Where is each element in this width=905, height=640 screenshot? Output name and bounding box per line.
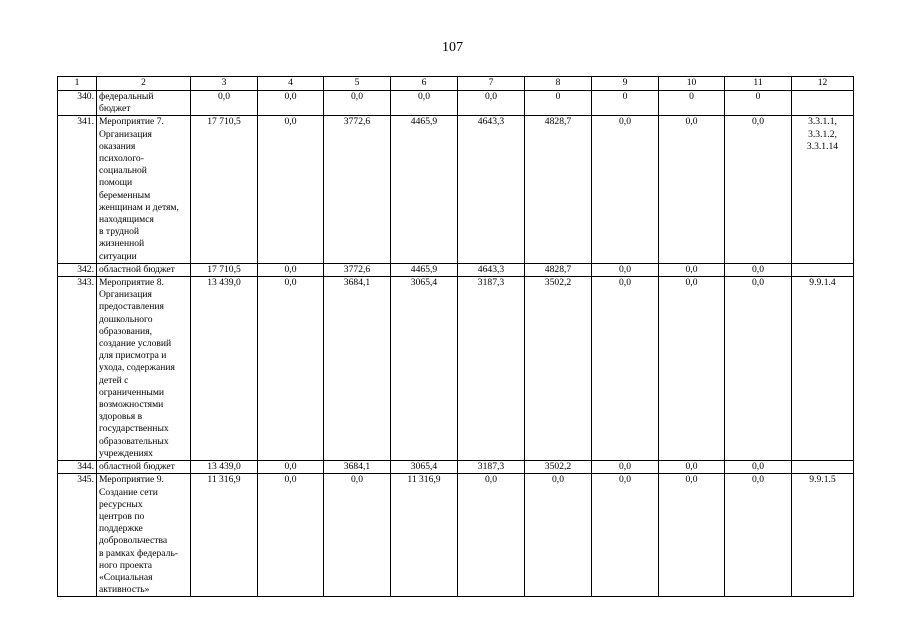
activity-name-line: возможностями — [99, 399, 164, 411]
value-cell: 11 316,9 — [191, 474, 258, 597]
activity-name — [97, 116, 191, 263]
column-number: 10 — [659, 77, 725, 91]
column-number: 4 — [258, 77, 324, 91]
column-number: 9 — [592, 77, 659, 91]
value-cell: 0 — [525, 91, 592, 116]
activity-name-line: находящимся — [99, 214, 154, 226]
target-indicator-code — [792, 91, 854, 116]
value-cell: 0,0 — [725, 263, 792, 276]
value-cell: 3065,4 — [391, 461, 458, 474]
value-cell: 0,0 — [659, 277, 725, 461]
activity-name-line: психолого- — [99, 153, 144, 165]
activity-name-line: Организация — [99, 289, 152, 301]
value-cell: 4465,9 — [391, 263, 458, 276]
value-cell: 0,0 — [258, 116, 324, 263]
activity-name-line: Мероприятие 9. — [99, 474, 164, 486]
column-number: 3 — [191, 77, 258, 91]
value-cell: 4465,9 — [391, 116, 458, 263]
column-number: 11 — [725, 77, 792, 91]
activity-name-line: ного проекта — [99, 559, 153, 571]
value-cell: 4828,7 — [525, 116, 592, 263]
table-body — [58, 91, 854, 597]
activity-name-line: федеральный — [99, 91, 154, 102]
activity-name — [97, 277, 191, 461]
table-row — [58, 277, 854, 461]
activity-name-line: ситуации — [99, 250, 137, 262]
value-cell: 0,0 — [525, 474, 592, 597]
value-cell: 0,0 — [659, 263, 725, 276]
column-number: 2 — [97, 77, 191, 91]
row-number: 344. — [58, 461, 97, 474]
activity-name-line: областной бюджет — [99, 263, 175, 275]
table-row — [58, 474, 854, 597]
value-cell: 13 439,0 — [191, 461, 258, 474]
activity-name-line: областной бюджет — [99, 461, 175, 473]
code-line: 3.3.1.1, — [808, 116, 837, 128]
value-cell: 4643,3 — [458, 116, 525, 263]
activity-name — [97, 263, 191, 276]
column-number: 1 — [58, 77, 97, 91]
value-cell: 3502,2 — [525, 277, 592, 461]
value-cell: 0,0 — [391, 91, 458, 116]
activity-name-line: Организация — [99, 128, 152, 140]
activity-name-line: «Социальная — [99, 571, 153, 583]
value-cell: 0,0 — [659, 116, 725, 263]
activity-name-line: беременным — [99, 189, 151, 201]
activity-name-line: добровольчества — [99, 535, 168, 547]
value-cell: 3772,6 — [324, 116, 391, 263]
column-number: 8 — [525, 77, 592, 91]
activity-name-line: в рамках федераль- — [99, 547, 179, 559]
page-number: 107 — [442, 40, 463, 55]
activity-name-line: предоставления — [99, 301, 164, 313]
activity-name-line: ухода, содержания — [99, 362, 175, 374]
table-row — [58, 116, 854, 263]
value-cell: 11 316,9 — [391, 474, 458, 597]
activity-name-line: в трудной — [99, 226, 140, 238]
activity-name-line: оказания — [99, 140, 136, 152]
value-cell: 0,0 — [324, 474, 391, 597]
row-number: 341. — [58, 116, 97, 263]
row-number: 342. — [58, 263, 97, 276]
activity-name-line: создание условий — [99, 338, 172, 350]
value-cell: 0,0 — [191, 91, 258, 116]
activity-name-line: ресурсных — [99, 498, 143, 510]
code-line: 3.3.1.2, — [808, 128, 837, 140]
column-number: 12 — [792, 77, 854, 91]
value-cell: 0 — [659, 91, 725, 116]
activity-name-line: государственных — [99, 423, 169, 435]
value-cell: 0,0 — [659, 461, 725, 474]
value-cell: 17 710,5 — [191, 116, 258, 263]
value-cell: 0 — [592, 91, 659, 116]
code-line: 3.3.1.14 — [806, 140, 839, 152]
row-number: 345. — [58, 474, 97, 597]
value-cell: 0,0 — [592, 116, 659, 263]
value-cell: 0,0 — [592, 263, 659, 276]
activity-name — [97, 91, 191, 116]
table-row — [58, 461, 854, 474]
activity-name-line: социальной — [99, 165, 147, 177]
value-cell: 3772,6 — [324, 263, 391, 276]
activity-name-line: детей с — [99, 374, 129, 386]
value-cell: 3684,1 — [324, 461, 391, 474]
value-cell: 0,0 — [725, 116, 792, 263]
row-number: 343. — [58, 277, 97, 461]
value-cell: 0,0 — [659, 474, 725, 597]
activity-name — [97, 461, 191, 474]
target-indicator-code — [792, 263, 854, 276]
code-line: 9.9.1.4 — [809, 277, 836, 289]
activity-name-line: для присмотра и — [99, 350, 167, 362]
activity-name-line: женщинам и детям, — [99, 201, 179, 213]
value-cell: 0,0 — [258, 461, 324, 474]
value-cell: 3187,3 — [458, 277, 525, 461]
value-cell: 3684,1 — [324, 277, 391, 461]
activity-name-line: бюджет — [99, 103, 131, 115]
activity-name-line: помощи — [99, 177, 133, 189]
value-cell: 0,0 — [725, 277, 792, 461]
value-cell: 4828,7 — [525, 263, 592, 276]
activity-name-line: здоровья в — [99, 411, 143, 423]
target-indicator-code — [792, 474, 854, 597]
table-row — [58, 263, 854, 276]
value-cell: 0,0 — [258, 263, 324, 276]
activity-name-line: учреждениях — [99, 447, 153, 459]
column-number: 6 — [391, 77, 458, 91]
value-cell: 3187,3 — [458, 461, 525, 474]
value-cell: 0,0 — [458, 91, 525, 116]
activity-name — [97, 474, 191, 597]
activity-name-line: Мероприятие 8. — [99, 277, 164, 289]
value-cell: 0,0 — [324, 91, 391, 116]
activity-name-line: Создание сети — [99, 486, 158, 498]
activity-name-line: образования, — [99, 325, 153, 337]
target-indicator-code — [792, 461, 854, 474]
column-number: 7 — [458, 77, 525, 91]
value-cell: 17 710,5 — [191, 263, 258, 276]
activity-name-line: ограниченными — [99, 386, 165, 398]
value-cell: 0,0 — [592, 461, 659, 474]
activity-name-line: дошкольного — [99, 313, 153, 325]
activity-name-line: жизненной — [99, 238, 145, 250]
budget-table — [57, 76, 854, 597]
target-indicator-code — [792, 116, 854, 263]
value-cell: 0,0 — [592, 277, 659, 461]
table-row — [58, 91, 854, 116]
activity-name-line: поддержке — [99, 523, 143, 535]
value-cell: 0,0 — [725, 461, 792, 474]
activity-name-line: Мероприятие 7. — [99, 116, 164, 128]
column-number: 5 — [324, 77, 391, 91]
value-cell: 13 439,0 — [191, 277, 258, 461]
value-cell: 3065,4 — [391, 277, 458, 461]
value-cell: 0,0 — [725, 474, 792, 597]
target-indicator-code — [792, 277, 854, 461]
value-cell: 0,0 — [458, 474, 525, 597]
activity-name-line: образовательных — [99, 435, 169, 447]
value-cell: 0,0 — [258, 277, 324, 461]
value-cell: 0,0 — [258, 91, 324, 116]
column-number-row — [58, 77, 854, 91]
row-number: 340. — [58, 91, 97, 116]
activity-name-line: активность» — [99, 584, 150, 596]
value-cell: 0 — [725, 91, 792, 116]
value-cell: 0,0 — [258, 474, 324, 597]
value-cell: 3502,2 — [525, 461, 592, 474]
value-cell: 0,0 — [592, 474, 659, 597]
activity-name-line: центров по — [99, 510, 145, 522]
value-cell: 4643,3 — [458, 263, 525, 276]
code-line: 9.9.1.5 — [809, 474, 836, 486]
